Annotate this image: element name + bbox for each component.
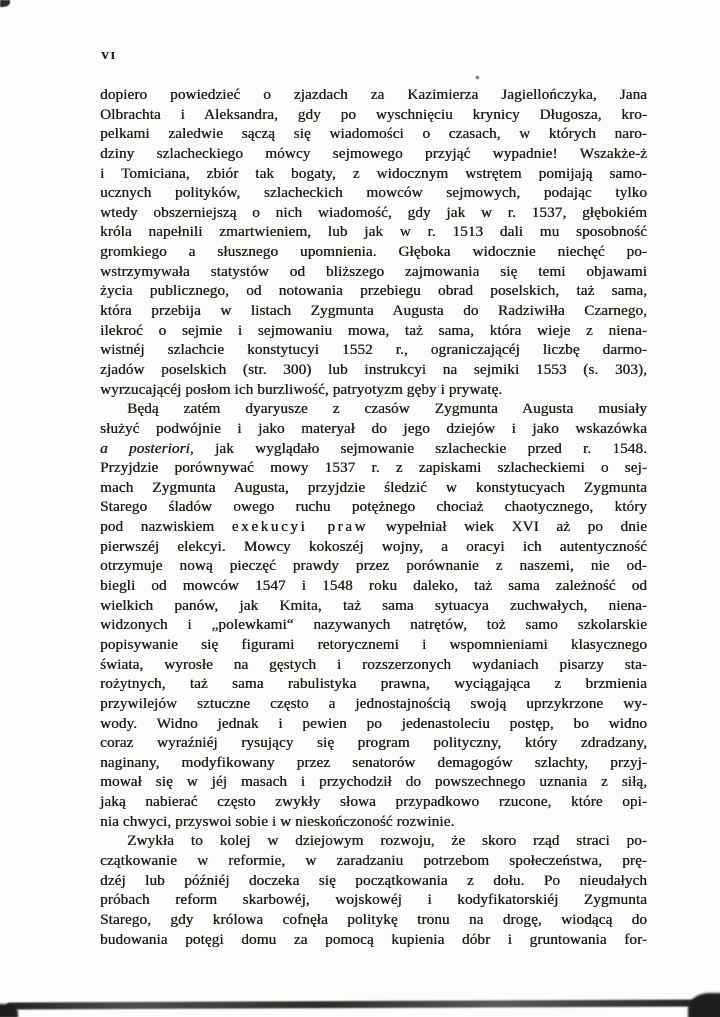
text-line: widzonych i „polewkami“ nazywanych natrętów, toż samo szkolarskie — [100, 616, 647, 634]
text-line: służyć podwójnie i jako materyał do jego dziejów i jako wskazówka — [100, 419, 647, 437]
text-line: Starego, gdy królowa cofnęła politykę tronu na drogę, wiodącą do — [100, 910, 647, 928]
paragraph — [100, 85, 647, 399]
text-segment: wypełniał wiek XVI aż po dnie — [368, 518, 647, 536]
page-number: VI — [101, 50, 117, 62]
text-segment: , jak wyglądało sejmowanie szlacheckie przed r. 1548. — [189, 439, 647, 457]
paragraph — [100, 399, 647, 831]
text-line: Przyjdzie porównywać mowy 1537 r. z zapiskami szlacheckiemi o sej- — [100, 459, 647, 477]
text-line: życia publicznego, od notowania przebiegu obrad poselskich, taż sama, — [100, 282, 647, 300]
text-line — [100, 517, 647, 537]
text-line: króla napełnili zmartwieniem, lub jak w r. 1513 dali mu sposobność — [100, 223, 647, 241]
text-line: wielkich panów, jak Kmita, taż sama sytuacya zuchwałych, niena- — [100, 596, 647, 614]
scan-bottom-edge-line — [6, 999, 712, 1009]
text-segment: exekucyi praw — [231, 518, 369, 536]
text-line: dziny szlacheckiego mówcy sejmowego przyjąć wypadnie! Wszakże-ż — [100, 144, 647, 162]
text-block — [100, 85, 647, 949]
scan-corner-blob-right — [688, 993, 720, 1017]
text-line: budowania potęgi domu za pomocą kupienia dóbr i gruntowania for- — [100, 930, 647, 948]
text-line — [100, 439, 647, 459]
text-line: biegli od mowców 1547 i 1548 roku daleko, taż sama zależność od — [100, 577, 647, 595]
paragraph — [100, 831, 647, 949]
text-line: wody. Widno jednak i pewien po jedenastoleciu postęp, bo widno — [100, 714, 647, 732]
text-line: wyrzucającéj posłom ich burzliwość, patryotyzm gęby i prywatę. — [100, 380, 503, 398]
text-segment: pod nazwiskiem — [100, 518, 232, 536]
text-line: wstrzymywała statystów od bliższego zajmowania się temi objawami — [100, 262, 647, 280]
ink-dot-artifact — [476, 76, 479, 79]
text-line: rożytnych, taż sama rabulistyka prawna, wyciągająca z brzmienia — [100, 675, 647, 693]
text-line: ucznych polityków, szlacheckich mowców sejmowych, podając tylko — [100, 184, 647, 202]
text-line: przywilejów sztuczne często a jednostajnością swoją uprzykrzone wy- — [100, 694, 647, 712]
text-line: coraz wyraźniéj rysujący się program polityczny, który zdradzany, — [100, 734, 647, 752]
text-line: gromkiego a słusznego upomnienia. Głęboka widocznie niechęć po- — [100, 243, 647, 261]
text-line: dzéj lub późniéj doczeka się początkowania z dołu. Po nieudałych — [100, 871, 647, 889]
text-line: otrzymuje nową pieczęć prawdy przez porównanie z naszemi, nie od- — [100, 557, 647, 575]
scan-speck-top-left — [0, 0, 10, 7]
text-line: czątkowanie w reformie, w zaradzaniu potrzebom społeczeństwa, prę- — [100, 851, 647, 869]
text-line: świata, wyrosłe na gęstych i rozszerzonych wydaniach pisarzy sta- — [100, 655, 647, 673]
text-line: Będą zatém dyaryusze z czasów Zygmunta Augusta musiały — [127, 400, 647, 418]
text-line: zjadów poselskich (str. 300) lub instrukcyi na sejmiki 1553 (s. 303), — [100, 360, 647, 378]
text-line: pierwszéj elekcyi. Mowcy kokoszéj wojny, a oracyi ich autentyczność — [100, 537, 647, 555]
text-line: mował się w jéj masach i przychodził do powszechnego uznania z siłą, — [100, 773, 647, 791]
text-line: popisywanie się figurami retorycznemi i wspomnieniami klasycznego — [100, 635, 647, 653]
text-line: która przebija w listach Zygmunta Augusta do Radziwiłła Czarnego, — [100, 302, 647, 320]
text-line: Starego śladów owego ruchu potężnego chociaż chaotycznego, który — [100, 498, 647, 516]
text-line: dopiero powiedzieć o zjazdach za Kazimierza Jagiellończyka, Jana — [100, 86, 647, 103]
text-line: jaką nabierać często zwykły słowa przypadkowo rzucone, które opi- — [100, 793, 647, 811]
text-line: mach Zygmunta Augusta, przyjdzie śledzić w konstytucyach Zygmunta — [100, 478, 647, 496]
text-segment: a posteriori — [100, 439, 190, 457]
text-line: pelkami zaledwie sączą się wiadomości o czasach, w których naro- — [100, 125, 647, 143]
text-line: ilekroć o sejmie i sejmowaniu mowa, taż sama, która wieje z niena- — [100, 321, 647, 339]
text-line: naginany, modyfikowany przez senatorów demagogów szlachty, przyj- — [100, 753, 647, 771]
text-line: wtedy obszerniejszą o nich wiadomość, gdy jak w r. 1537, głębokiém — [100, 203, 647, 221]
text-line: i Tomiciana, zbiór tak bogaty, z widocznym wstrętem pomijają samo- — [100, 164, 647, 182]
text-line: nia chwyci, przyswoi sobie i w nieskończoność rozwinie. — [100, 812, 455, 830]
text-line: próbach reform skarbowéj, wojskowéj i kodyfikatorskiéj Zygmunta — [100, 891, 647, 909]
text-line: Zwykła to kolej w dziejowym rozwoju, że skoro rząd straci po- — [127, 832, 647, 850]
text-line: wistnéj szlachcie konstytucyi 1552 r., ograniczającéj liczbę darmo- — [100, 341, 647, 359]
text-line: Olbrachta i Aleksandra, gdy po wyschnięciu krynicy Długosza, kro- — [100, 105, 647, 123]
